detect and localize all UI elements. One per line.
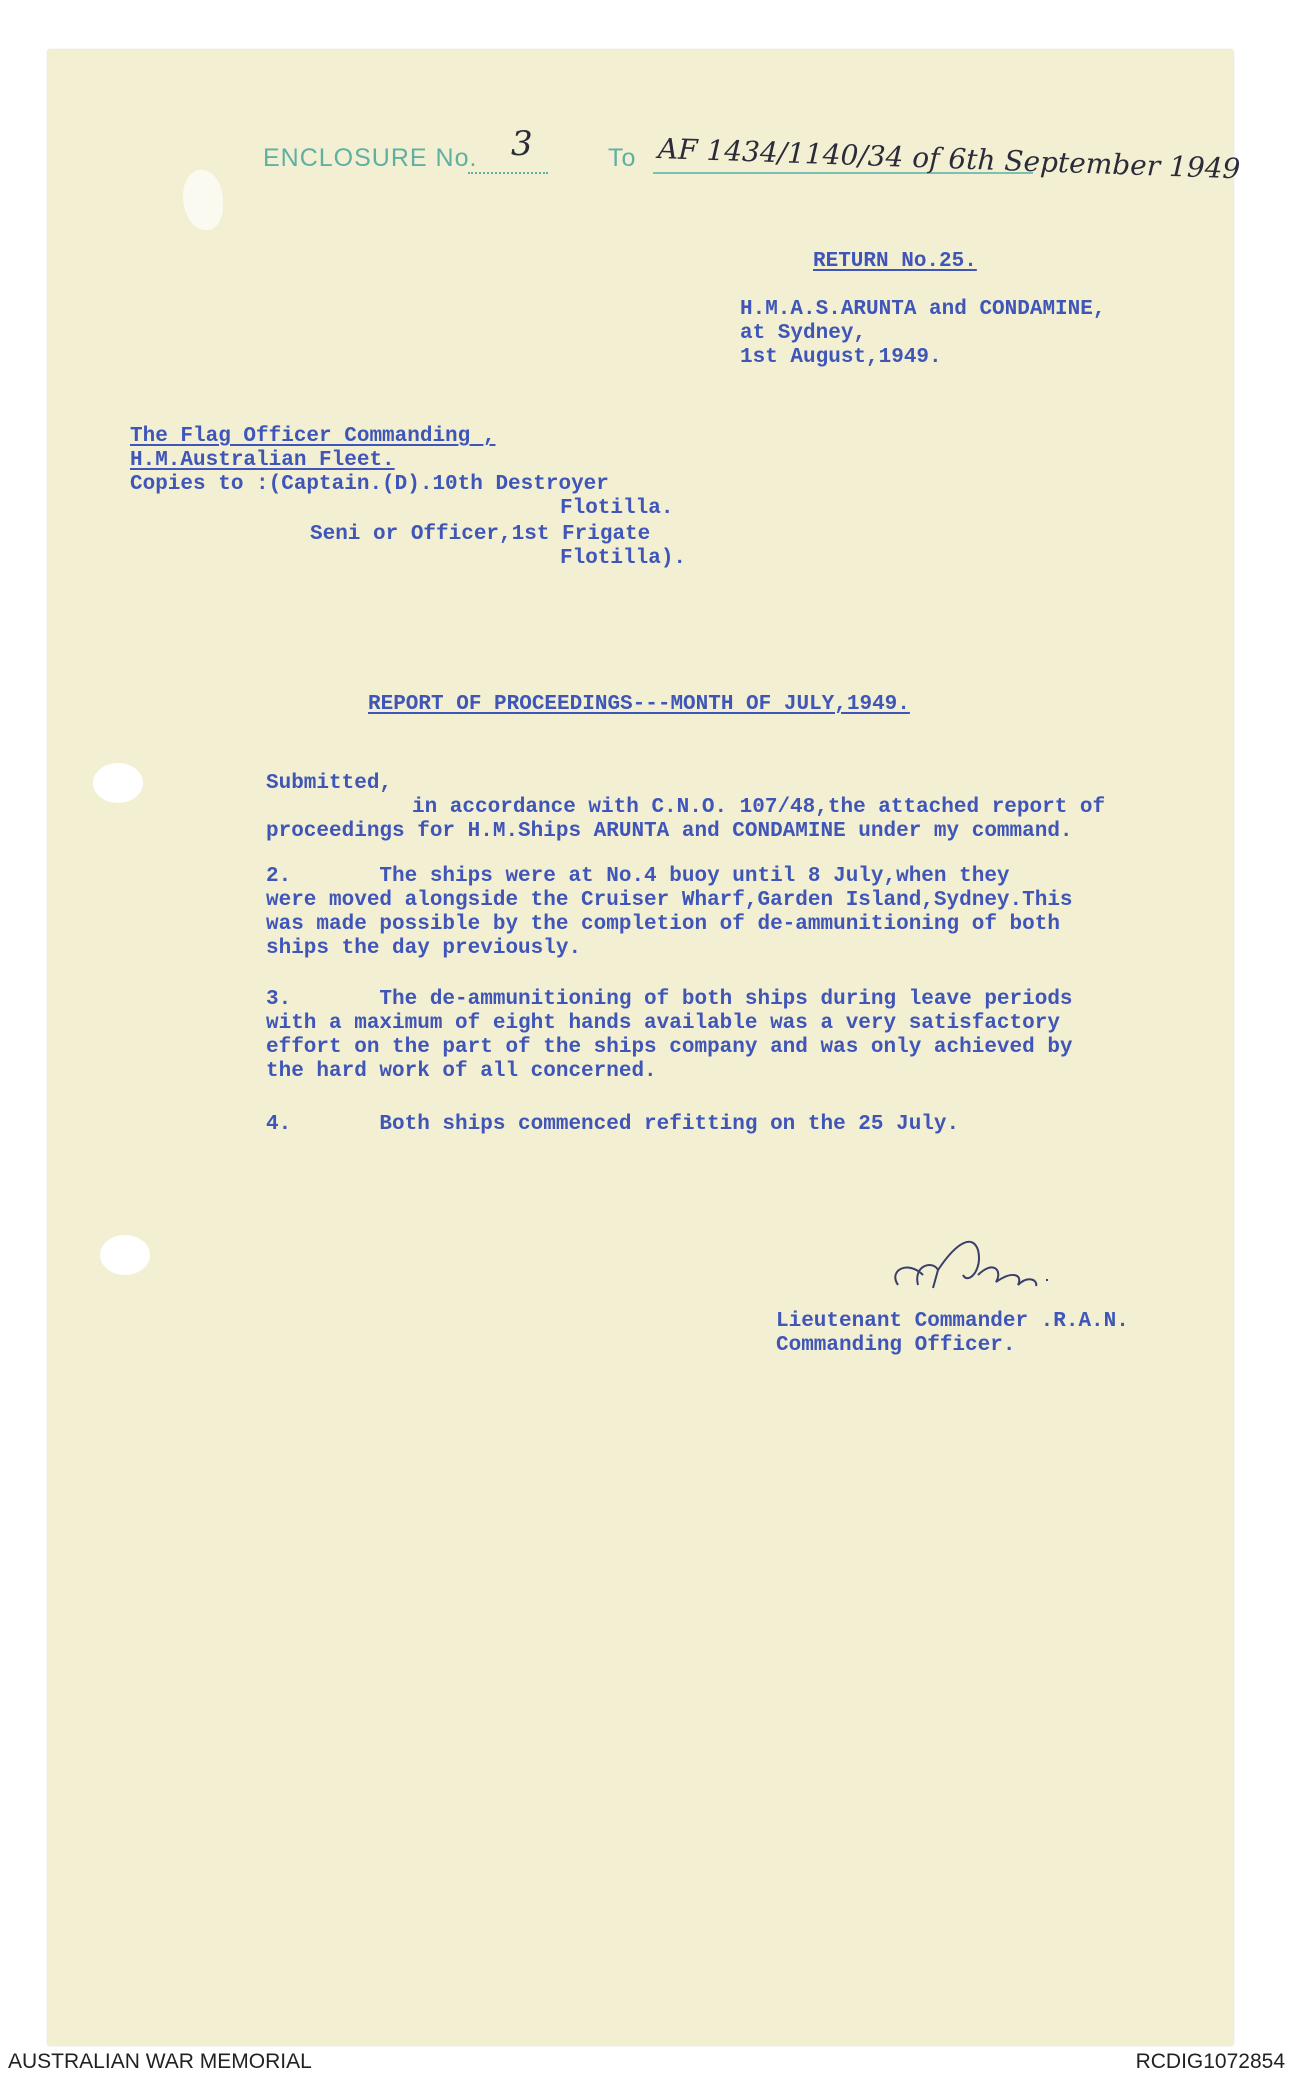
addressee-line-1: The Flag Officer Commanding ,: [130, 425, 496, 448]
paragraph-2: 2. The ships were at No.4 buoy until 8 July,when they were moved alongside the Cruiser Wharf,Garden Island,Sydney.This was made possible by the completion of de-ammunitioning of both ships the day previously.: [266, 865, 1073, 960]
footer-archive-name: AUSTRALIAN WAR MEMORIAL: [8, 2050, 312, 2073]
handwritten-reference: AF 1434/1140/34 of 6th September 1949: [657, 132, 1241, 186]
copies-to-line-2: Flotilla.: [560, 497, 674, 520]
handwritten-signature: [878, 1230, 1108, 1310]
para1-line1: in accordance with C.N.O. 107/48,the attached report of: [412, 796, 1106, 819]
report-title: REPORT OF PROCEEDINGS---MONTH OF JULY,1949.: [368, 693, 910, 716]
return-number: RETURN No.25.: [813, 250, 977, 273]
signature-role: Commanding Officer.: [776, 1334, 1016, 1357]
ships-line: H.M.A.S.ARUNTA and CONDAMINE,: [740, 298, 1106, 321]
copies-to-line: Copies to :(Captain.(D).10th Destroyer: [130, 473, 609, 496]
stamp-to-label: To: [608, 144, 637, 172]
para1-line2: proceedings for H.M.Ships ARUNTA and CONDAMINE under my command.: [266, 820, 1073, 843]
copies-to-line-3: Seni or Officer,1st Frigate: [310, 523, 651, 546]
stamp-enclosure-label: ENCLOSURE No.: [263, 144, 478, 172]
addressee-line-2: H.M.Australian Fleet.: [130, 449, 395, 472]
document-page: [48, 50, 1241, 2045]
signature-rank: Lieutenant Commander .R.A.N.: [776, 1310, 1129, 1333]
paragraph-4: 4. Both ships commenced refitting on the 25 July.: [266, 1113, 960, 1136]
submitted-line: Submitted,: [266, 772, 393, 795]
stamp-dotted-line: [468, 172, 548, 174]
punch-hole-top: [93, 763, 143, 803]
punch-hole-bottom: [100, 1235, 150, 1275]
paper-tear: [183, 170, 223, 230]
location-line: at Sydney,: [740, 322, 867, 345]
date-line: 1st August,1949.: [740, 346, 942, 369]
copies-to-line-4: Flotilla).: [560, 547, 687, 570]
handwritten-enclosure-number: 3: [511, 124, 533, 164]
footer-record-id: RCDIG1072854: [1135, 2050, 1285, 2073]
paragraph-3: 3. The de-ammunitioning of both ships during leave periods with a maximum of eight hands available was a very satisfactory effort on the part of the ships company and was only achieved by the hard work of all concerned.: [266, 988, 1073, 1083]
